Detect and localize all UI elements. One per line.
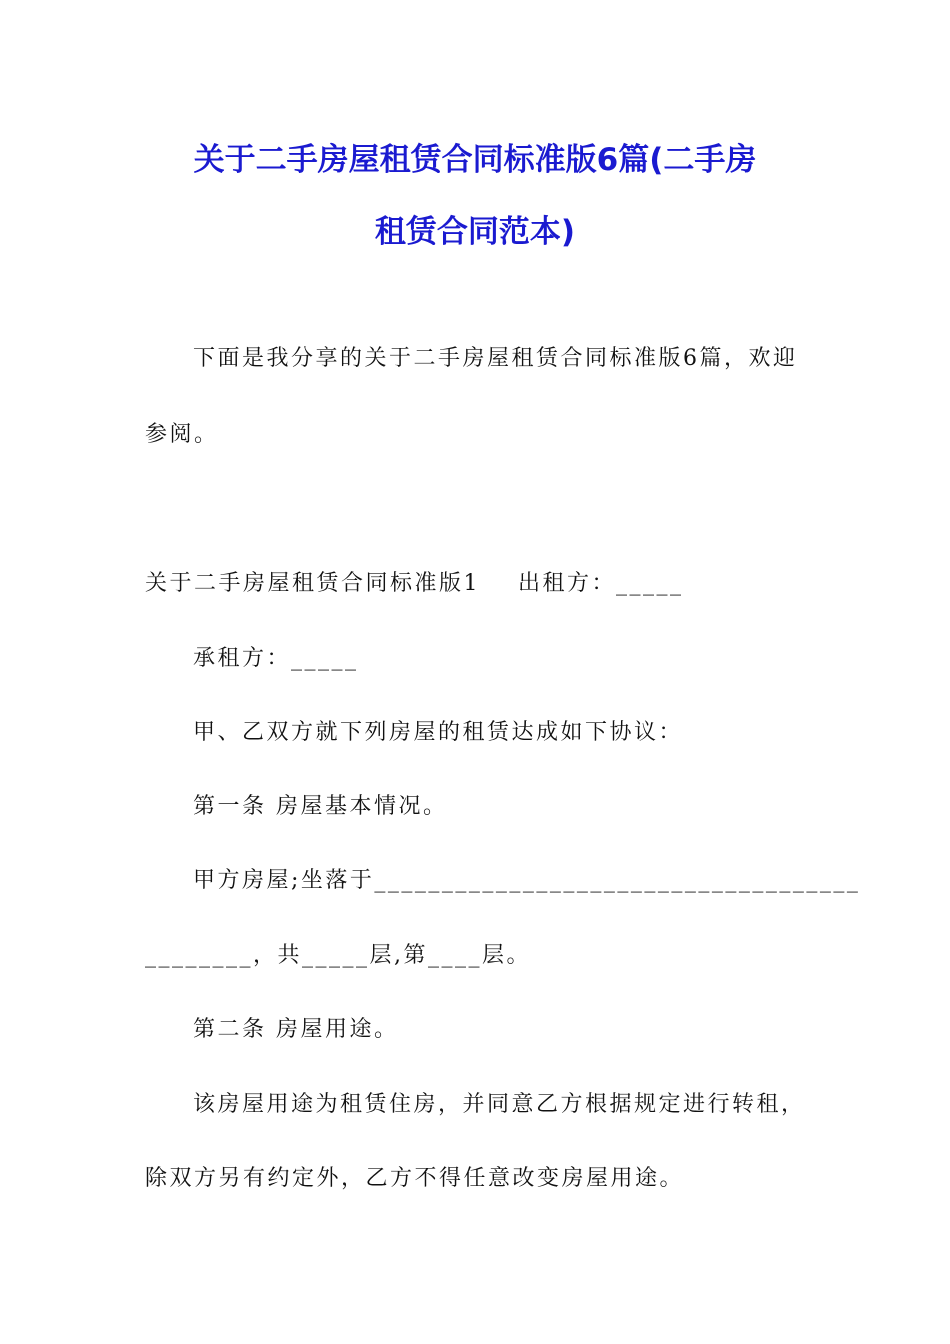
usage-line-1: 该房屋用途为租赁住房，并同意乙方根据规定进行转租， — [193, 1092, 806, 1117]
contract-heading: 关于二手房屋租赁合同标准版1 — [145, 571, 480, 596]
intro-line-1: 下面是我分享的关于二手房屋租赁合同标准版6篇，欢迎 — [193, 346, 798, 371]
lessor-field: 出租方：_____ — [518, 571, 684, 596]
intro-line-2: 参阅。 — [145, 422, 219, 447]
contract-heading-row — [145, 569, 684, 599]
location-line-2: ________，共_____层,第____层。 — [145, 943, 531, 968]
article-2-title: 第二条 房屋用途。 — [193, 1017, 399, 1042]
location-line-1: 甲方房屋;坐落于____________________________________ — [193, 868, 861, 893]
lessee-field: 承租方：_____ — [193, 646, 359, 671]
article-1-title: 第一条 房屋基本情况。 — [193, 794, 448, 819]
document-title-line-2: 租赁合同范本) — [374, 214, 576, 250]
usage-line-2: 除双方另有约定外，乙方不得任意改变房屋用途。 — [145, 1166, 685, 1191]
agreement-text: 甲、乙双方就下列房屋的租赁达成如下协议： — [193, 720, 684, 745]
document-title-line-1: 关于二手房屋租赁合同标准版6篇(二手房 — [193, 142, 757, 178]
